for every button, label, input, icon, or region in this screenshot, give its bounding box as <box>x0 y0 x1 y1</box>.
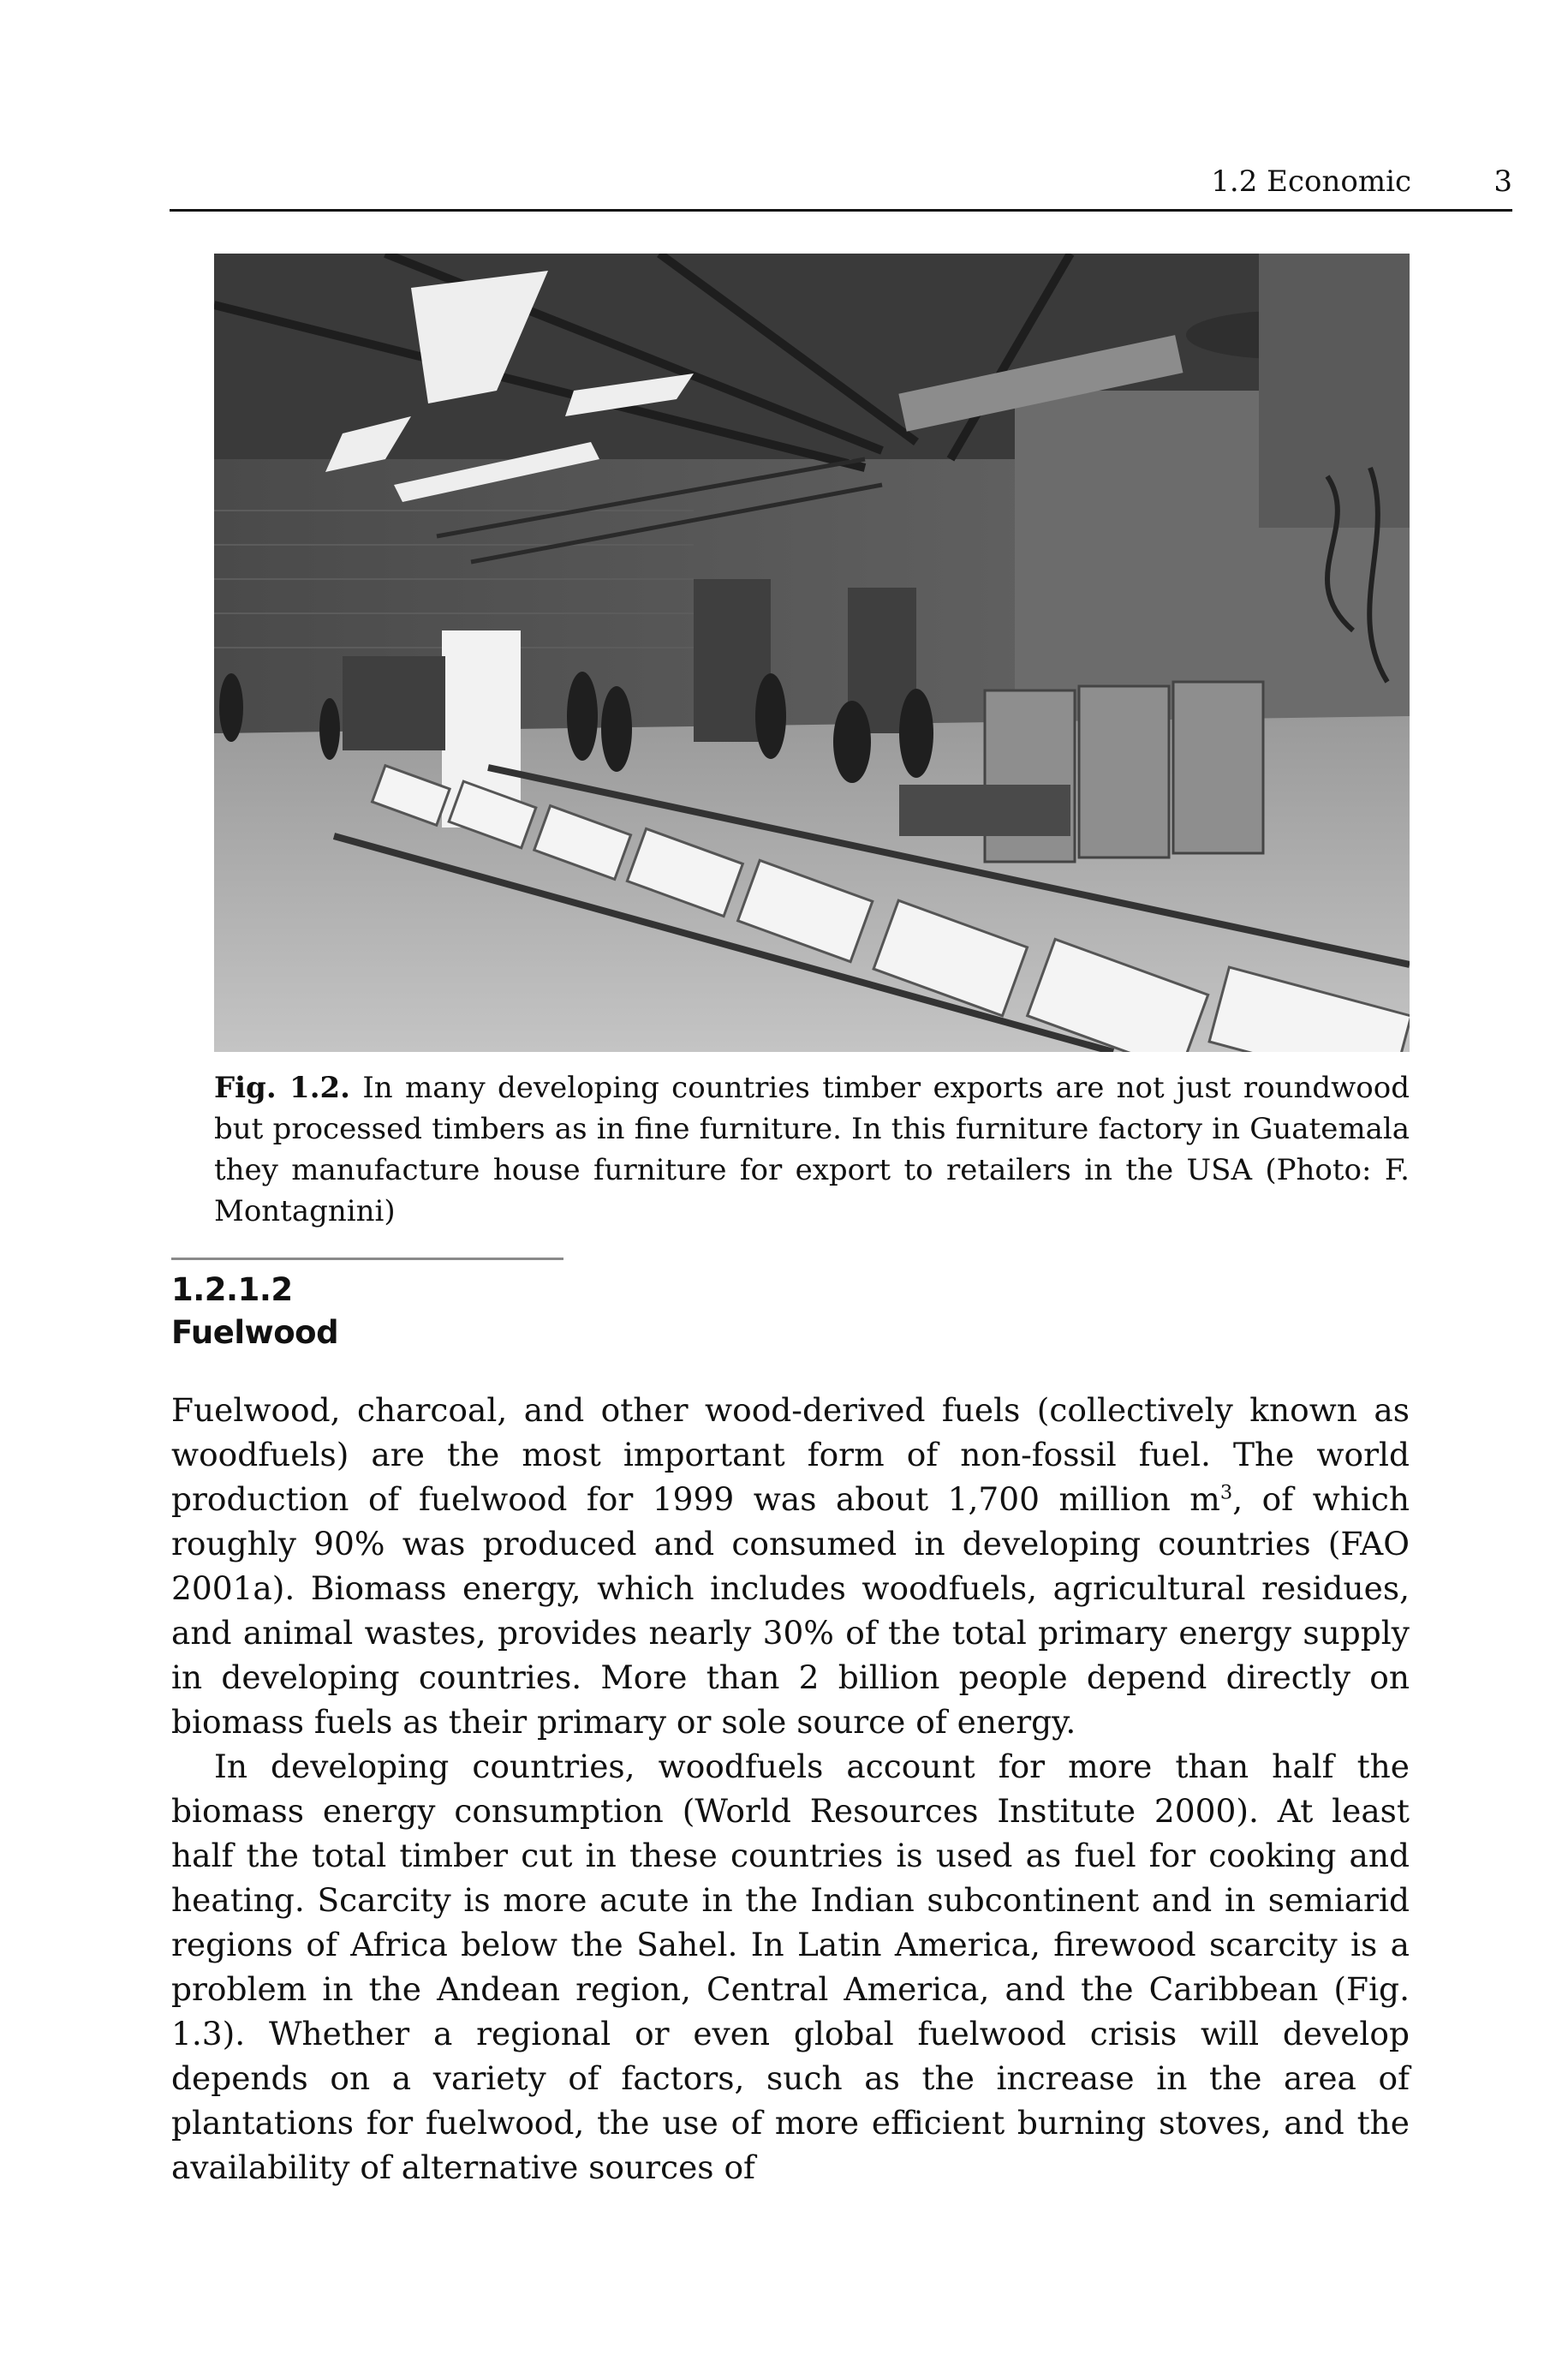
paragraph-1 <box>171 1388 1410 1744</box>
section-title: Fuelwood <box>171 1314 339 1351</box>
body-text <box>171 1388 1410 2190</box>
paragraph-2: In developing countries, woodfuels account for more than half the biomass energy consumption (World Resources Institute 2000). At least half the total timber cut in these countries is used as fuel for cooking and heating. Scarcity is more acute in the Indian subcontinent and in semiarid regions of Africa below the Sahel. In Latin America, firewood scarcity is a problem in the Andean region, Central America, and the Caribbean (Fig. 1.3). Whether a regional or even global fuelwood crisis will develop depends on a variety of factors, such as the increase in the area of plantations for fuelwood, the use of more efficient burning stoves, and the availability of alternative sources of <box>171 1748 1410 2186</box>
section-number: 1.2.1.2 <box>171 1271 293 1308</box>
paragraph-1-part-a: Fuelwood, charcoal, and other wood-derived fuels (collectively known as woodfuels) are the most important form of non-fossil fuel. The world production of fuelwood for 1999 was about 1,700 million m <box>171 1391 1410 1518</box>
section-rule <box>171 1258 563 1260</box>
figure-caption <box>214 1067 1410 1232</box>
page-number: 3 <box>1493 164 1512 199</box>
figure-photo <box>214 254 1410 1052</box>
running-header-section: 1.2 Economic <box>1211 164 1411 199</box>
running-header <box>170 164 1512 206</box>
figure-label: Fig. 1.2. <box>214 1071 351 1105</box>
header-rule <box>170 209 1512 212</box>
figure-caption-text: In many developing countries timber exports are not just roundwood but processed timbers as in fine furniture. In this furniture factory in Guatemala they manufacture house furniture for export to retailers in the USA (Photo: F. Montagnini) <box>214 1071 1410 1228</box>
paragraph-1-part-b: , of which roughly 90% was produced and consumed in developing countries (FAO 2001a). Biomass energy, which includes woodfuels, agricultural residues, and animal wastes, provides nearly 30% of the total primary energy supply in developing countries. More than 2 billion people depend directly on biomass fuels as their primary or sole source of energy. <box>171 1480 1410 1741</box>
superscript-3: 3 <box>1219 1481 1233 1504</box>
